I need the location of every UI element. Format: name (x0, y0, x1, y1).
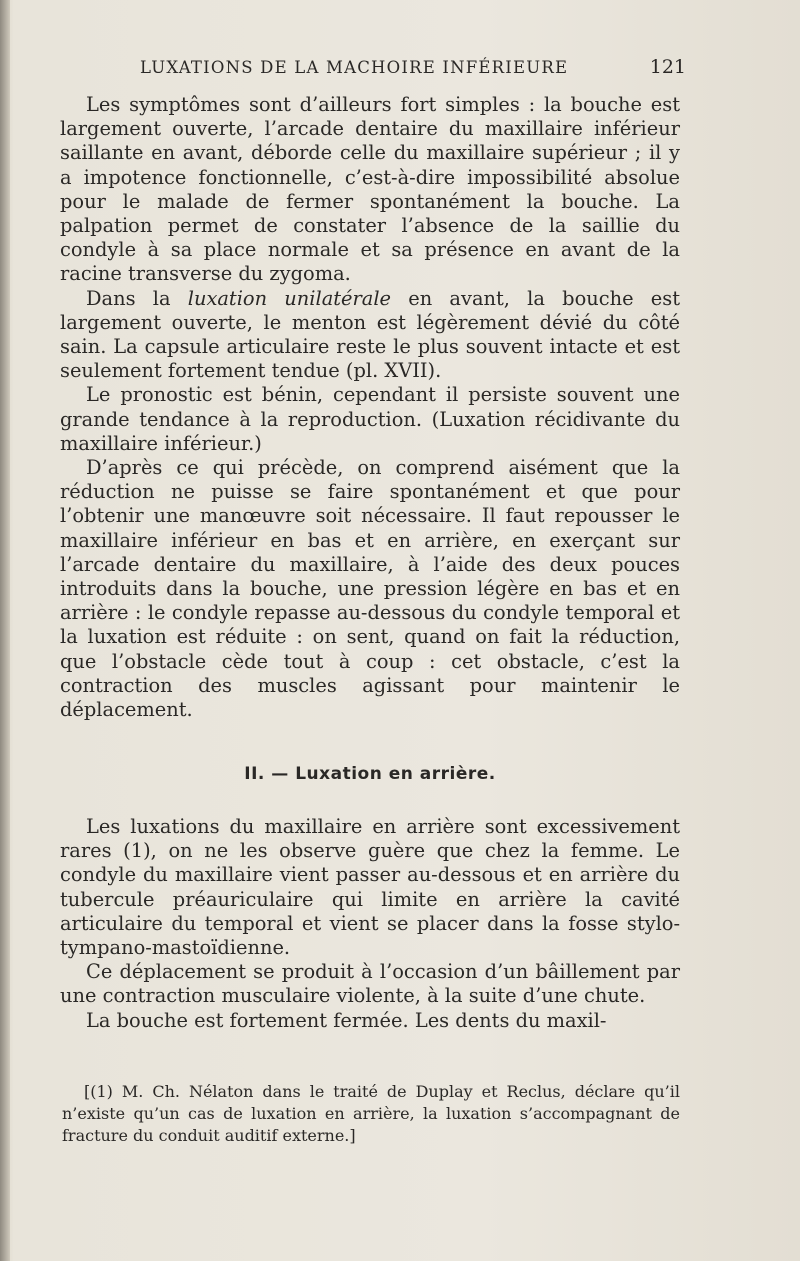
footnote (62, 1081, 680, 1147)
running-title: LUXATIONS DE LA MACHOIRE INFÉRIEURE (140, 58, 569, 77)
page-binding-edge (0, 0, 10, 1261)
paragraph-unilateral-lead: Dans la (86, 286, 188, 310)
section-1-text (60, 93, 680, 722)
paragraph-mechanism: Ce déplacement se produit à l’occasion d’un bâillement par une contraction musculaire violente, à la suite d’une chute. (60, 960, 680, 1008)
paragraph-mouth-closed: La bouche est fortement fermée. Les dents du maxil- (86, 1008, 607, 1032)
footnote-text: [(1) M. Ch. Nélaton dans le traité de Duplay et Reclus, déclare qu’il n’existe qu’un cas de luxation en arrière, la luxation s’accompagnant de fracture du conduit auditif externe.] (62, 1082, 680, 1145)
paragraph-unilateral-rest: en avant, la bouche est largement ouverte, le menton est légèrement dévié du côté sain. La capsule articulaire reste le plus souvent intacte et est seulement fortement tendue (pl. XVII). (60, 286, 680, 383)
paragraph-posterior-luxation: Les luxations du maxillaire en arrière sont excessivement rares (1), on ne les observe guère que chez la femme. Le condyle du maxillaire vient passer au-dessous et en arrière du tubercule préauriculaire qui limite en arrière la cavité articulaire du temporal et vient se placer dans la fosse stylo-tympano-mastoïdienne. (60, 815, 680, 960)
section-2-text (60, 815, 680, 1033)
section-heading: II. — Luxation en arrière. (244, 764, 496, 784)
paragraph-prognosis: Le pronostic est bénin, cependant il persiste souvent une grande tendance à la reproduction. (Luxation récidivante du maxillaire inférieur.) (60, 383, 680, 455)
page-header (140, 56, 686, 84)
paragraph-reduction: D’après ce qui précède, on comprend aisément que la réduction ne puisse se faire spontanément et que pour l’obtenir une manœuvre soit nécessaire. Il faut repousser le maxillaire inférieur en bas et en arrière, en exerçant sur l’arcade dentaire du maxillaire, à l’aide des deux pouces introduits dans la bouche, une pression légère en bas et en arrière : le condyle repasse au-dessous du condyle temporal et la luxation est réduite : on sent, quand on fait la réduction, que l’obstacle cède tout à coup : cet obstacle, c’est la contraction des muscles agissant pour maintenir le déplacement. (60, 456, 680, 722)
paragraph-unilateral-emphasis: luxation unilatérale (187, 286, 392, 310)
paragraph-symptoms: Les symptômes sont d’ailleurs fort simples : la bouche est largement ouverte, l’arcade dentaire du maxillaire inférieur saillante en avant, déborde celle du maxillaire supérieur ; il y a impotence fonctionnelle, c’est-à-dire impossibilité absolue pour le malade de fermer spontanément la bouche. La palpation permet de constater l’absence de la saillie du condyle à sa place normale et sa présence en avant de la racine transverse du zygoma. (60, 93, 680, 286)
page-number: 121 (649, 56, 686, 78)
paragraph-unilateral (60, 287, 680, 384)
